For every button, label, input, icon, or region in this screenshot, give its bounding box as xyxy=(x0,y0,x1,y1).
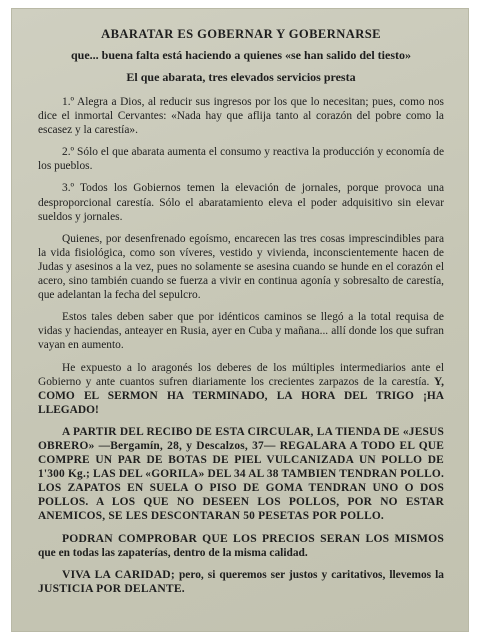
paragraph-9-text: pero, si queremos ser justos y caritativos, llevemos la xyxy=(178,569,444,582)
paragraph-6-emphasis: Y, COMO EL SERMON HA TERMINADO, LA HORA DEL TRIGO ¡HA LLEGADO! xyxy=(38,375,444,416)
paragraph-7-offer: A PARTIR DEL RECIBO DE ESTA CIRCULAR, LA TIENDA DE «JESUS OBRERO» —Bergamín, 28, y Descalzos, 37— REGALARA A TODO EL QUE COMPRE UN PAR DE BOTAS DE PIEL VULCANIZADA UN POLLO DE 1'300 Kg.; LAS DEL «GORILA» DEL 34 AL 38 TAMBIEN TENDRAN POLLO. LOS ZAPATOS EN SUELA O PISO DE GOMA TENDRAN UNO O DOS POLLOS. A LOS QUE NO DESEEN LOS POLLOS, POR NO ESTAR ANEMICOS, SE LES DESCONTARAN 50 PESETAS POR POLLO. xyxy=(38,425,444,523)
paragraph-9-closing: JUSTICIA POR DELANTE. xyxy=(38,582,185,596)
circular-sheet xyxy=(12,9,468,631)
paragraph-9 xyxy=(38,568,444,597)
paragraph-3: 3.º Todos los Gobiernos temen la elevación de jornales, porque provoca una desproporcional carestía. Sólo el abaratamiento eleva el poder adquisitivo sin elevar sueldos y jornales. xyxy=(38,182,444,223)
paragraph-6 xyxy=(38,361,444,417)
document-title: ABARATAR ES GOBERNAR Y GOBERNARSE xyxy=(101,27,381,41)
paragraph-2: 2.º Sólo el que abarata aumenta el consumo y reactiva la producción y economía de los pueblos. xyxy=(38,146,444,173)
document-subtitle: que... buena falta está haciendo a quienes «se han salido del tiesto» xyxy=(70,48,412,62)
paragraph-8-emphasis: PODRAN COMPROBAR QUE LOS PRECIOS SERAN LOS MISMOS xyxy=(62,531,444,545)
paragraph-6-text: He expuesto a lo aragonés los deberes de los múltiples intermediarios ante el Gobierno y ante cuantos sufren diariamente los crecientes zarpazos de la carestía. xyxy=(38,361,444,388)
document-heading: El que abarata, tres elevados servicios presta xyxy=(126,70,356,84)
paragraph-1: 1.º Alegra a Dios, al reducir sus ingresos por los que lo necesitan; pues, como nos dice el inmortal Cervantes: «Nada hay que aflija tanto al corazón del pobre como la escasez y la carestía». xyxy=(38,96,444,137)
paragraph-9-emphasis: VIVA LA CARIDAD; xyxy=(62,568,175,582)
paragraph-4: Quienes, por desenfrenado egoísmo, encarecen las tres cosas imprescindibles para la vida fisiológica, como son víveres, vestido y vivienda, inconscientemente hacen de Judas y asesinos a la vez, pues no solamente se asesina cuando se hunde en el corazón el acero, sino también cuando se fuerza a vivir en continua agonía y sobresalto de carestía, que adelantan la fecha del sepulcro. xyxy=(38,232,444,302)
paragraph-8-text: que en todas las zapaterías, dentro de la misma calidad. xyxy=(38,546,308,559)
paragraph-5: Estos tales deben saber que por idénticos caminos se llegó a la total requisa de vidas y haciendas, anteayer en Rusia, ayer en Cuba y mañana... allí donde los que sufran vayan en aumento. xyxy=(38,311,444,352)
paragraph-8 xyxy=(38,532,444,561)
